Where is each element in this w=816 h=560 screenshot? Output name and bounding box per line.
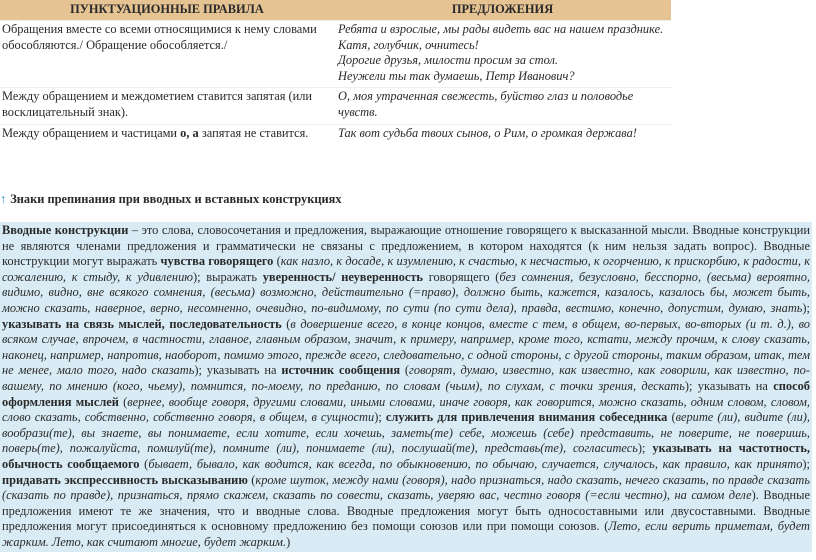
table-row (0, 124, 671, 144)
header-rules: ПУНКТУАЦИОННЫЕ ПРАВИЛА (0, 0, 334, 21)
examples-italic: в довершение всего, в конце концов, вместе с тем, в общем, во-первых, во-вторых (и т. д.), во всяком случае, впрочем, в частности, главное, главным образом, значит, к примеру, например, кроме того, кстати, между прочим, к слову сказать, наконец, например, напротив, наоборот, помимо этого, прежде всего, следовательно, с одной стороны, с другой стороны, таким образом, итак, тем не менее, мало того, надо сказать (2, 316, 810, 378)
explanation-text: ); (802, 300, 810, 315)
examples-cell (334, 21, 671, 88)
term-bold: указывать на частотность, обычность сообщаемого (2, 441, 810, 471)
term-bold: придавать экспрессивность высказыванию (2, 472, 248, 487)
explanation-text: ); выражать (193, 269, 263, 284)
explanation-text: говорящего ( (422, 269, 500, 284)
example-sentence: Дорогие друзья, милости просим за стол. (338, 53, 558, 68)
rule-cell: Обращения вместе со всеми относящимися к нему словами обособляются./ Обращение обособляется./ (0, 21, 334, 88)
rule-cell: Между обращением и междометием ставится запятая (или восклицательный знак). (0, 88, 334, 124)
explanation-text: ( (247, 472, 256, 487)
punctuation-rules-table (0, 0, 671, 144)
explanation-text: ); (374, 410, 386, 425)
examples-italic: как назло, к досаде, к изумлению, к счастью, к несчастью, к огорчению, к прискорбию, к радости, к сожалению, к стыду, к удивлению (2, 254, 810, 284)
section-title: Знаки препинания при вводных и вставных конструкциях (10, 192, 342, 206)
explanation-text: ( (139, 456, 149, 471)
example-sentence: Так вот судьба твоих сынов, о Рим, о громкая держава! (338, 125, 637, 140)
section-heading (0, 192, 342, 208)
examples-italic: вернее, вообще говоря, другими словами, иными словами, иначе говоря, как говорится, можно сказать, одним словом, словом, слово сказать, собственно, собственно говоря, в общем, в сущности (2, 394, 811, 425)
examples-italic: Лето, если верить приметам, будет жарким. Лето, как считают многие, будет жарким. (2, 519, 810, 549)
term-bold: Вводные конструкции (2, 223, 129, 237)
example-sentence: Катя, голубчик, очнитесь! (338, 37, 479, 52)
example-sentence: О, моя утраченная свежесть, буйство глаз и половодье чувств. (338, 89, 634, 119)
rule-text: Между обращением и частицами (2, 125, 181, 140)
arrow-up-icon[interactable]: ↑ (0, 192, 7, 206)
table-header-row (0, 0, 671, 21)
explanation-text: ( (400, 363, 410, 378)
explanation-text: ( (667, 410, 676, 425)
term-bold: служить для привлечения внимания собеседника (385, 410, 668, 425)
explanation-text: ); (637, 441, 653, 456)
explanation-text: ); указывать на (684, 378, 774, 393)
term-bold: указывать на связь мыслей, последовательность (2, 316, 282, 331)
explanation-text: – это слова, словосочетания и предложения, выражающие отношение говорящего к высказанной мысли. Вводные конструкции не являются членами предложения и грамматически не связаны с предложением, в котором находятся (к ним нельзя задать вопрос). Вводные конструкции могут выражать (2, 223, 811, 269)
examples-italic: кроме шуток, между нами (говоря), надо признаться, надо сказать, нечего сказать, по правде сказать (сказать по правде), признаться, прямо скажем, сказать по совести, сказать, уверяю вас, честно говоря (=если честно), на самом деле (2, 472, 810, 503)
examples-italic: бывает, бывало, как водится, как всегда, по обыкновению, по обычаю, случается, случалось, как правило, как принято (148, 456, 803, 471)
term-bold: уверенность/ неуверенность (262, 269, 423, 284)
example-sentence: Неужели ты так думаешь, Петр Иванович? (338, 68, 575, 83)
table-row (0, 21, 671, 88)
explanation-text: ) (286, 534, 291, 549)
term-bold: способ оформления мыслей (2, 378, 810, 409)
rule-cell (0, 124, 334, 144)
examples-cell (334, 88, 671, 124)
explanation-text: ). Вводные предложения имеют те же значения, что и вводные слова. Вводные предложения могут быть односоставными или двусоставными. Вводные предложения могут присоединяться к основному предложению без помощи союзов или при помощи союзов. ( (2, 488, 810, 534)
explanation-text: ); указывать на (194, 363, 282, 378)
explanation-text: ( (118, 394, 128, 409)
table-row (0, 88, 671, 124)
examples-italic: говорят, думаю, известно, как известно, как говорили, как известно, по-вашему, по мнению (кого, чьему), помнится, по-моему, по преданию, по словам (чьим), по слухам, с точки зрения, дескать (2, 363, 810, 393)
term-bold: чувства говорящего (160, 254, 274, 269)
rule-text: запятая не ставится. (198, 125, 309, 140)
explanation-text: ( (273, 254, 281, 269)
introductory-constructions-explanation (0, 222, 812, 552)
header-sentences: ПРЕДЛОЖЕНИЯ (334, 0, 671, 21)
explanation-text: ); (802, 456, 810, 471)
term-bold: источник сообщения (281, 363, 401, 378)
examples-italic: верите (ли), видите (ли), вообрази(те), вы знаете, вы понимаете, если хотите, если хочешь, заметь(те) себе, можешь (себе) представить, не поверите, не поверишь, поверь(те), пожалуйста, помилуй(те), помните (ли), понимаете (ли), послушай(те), представь(те), согласитесь (2, 410, 810, 456)
explanation-text: ( (281, 316, 291, 331)
examples-cell (334, 124, 671, 144)
examples-italic: без сомнения, безусловно, бесспорно, (весьма) вероятно, видимо, видно, вне всякого сомнения, (весьма) возможно, действительно (=право), должно быть, кажется, казалось, казалось бы, может быть, можно сказать, наверное, верно, несомненно, очевидно, по-видимому, по сути (по сути дела), правда, вестимо, конечно, допустим, думаю, знать (2, 269, 810, 315)
rule-particles: о, а (180, 125, 199, 140)
example-sentence: Ребята и взрослые, мы рады видеть вас на нашем празднике. (338, 22, 664, 36)
